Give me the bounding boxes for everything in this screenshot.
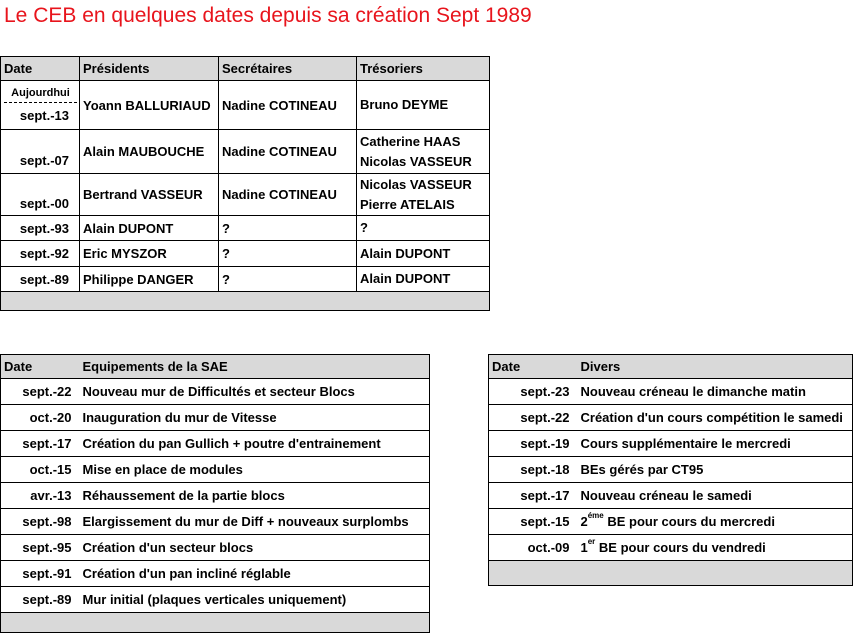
misc-text-cell xyxy=(578,431,853,457)
header-treasurers: Trésoriers xyxy=(357,57,490,81)
officer-date-cell xyxy=(1,130,80,174)
misc-text: Création d'un cours compétition le samedi xyxy=(580,410,843,425)
misc-date: sept.-18 xyxy=(489,457,578,483)
equipment-text: Création d'un pan incliné réglable xyxy=(80,561,430,587)
equipment-date: sept.-17 xyxy=(1,431,80,457)
misc-text: BE pour cours du vendredi xyxy=(595,540,766,555)
treasurer-cell xyxy=(357,216,490,241)
header-presidents: Présidents xyxy=(80,57,219,81)
equipment-row xyxy=(1,509,430,535)
equipment-text: Inauguration du mur de Vitesse xyxy=(80,405,430,431)
president-cell: Philippe DANGER xyxy=(80,267,219,292)
treasurer-cell xyxy=(357,241,490,267)
misc-text-cell xyxy=(578,405,853,431)
misc-row xyxy=(489,431,853,457)
treasurer-name: Alain DUPONT xyxy=(360,271,451,286)
equipment-date: oct.-15 xyxy=(1,457,80,483)
president-cell: Yoann BALLURIAUD xyxy=(80,81,219,130)
treasurer-cell xyxy=(357,267,490,292)
today-label: Aujourdhui xyxy=(4,87,77,103)
header-date: Date xyxy=(489,355,578,379)
officer-date: sept.-13 xyxy=(19,108,69,123)
treasurer-cell xyxy=(357,81,490,130)
misc-header-row xyxy=(489,355,853,379)
misc-row xyxy=(489,535,853,561)
equipment-row xyxy=(1,405,430,431)
secretary-cell: ? xyxy=(219,241,357,267)
officer-date: sept.-93 xyxy=(19,220,69,236)
misc-text-cell xyxy=(578,457,853,483)
officers-row xyxy=(1,267,490,292)
officer-date-cell xyxy=(1,81,80,130)
officer-date-cell xyxy=(1,267,80,292)
ordinal-number: 2 xyxy=(580,514,588,529)
misc-row xyxy=(489,457,853,483)
equipment-text: Réhaussement de la partie blocs xyxy=(80,483,430,509)
misc-text: Nouveau créneau le dimanche matin xyxy=(580,384,806,399)
header-date: Date xyxy=(1,355,80,379)
misc-date: sept.-22 xyxy=(489,405,578,431)
secretary-cell: ? xyxy=(219,267,357,292)
officers-row xyxy=(1,241,490,267)
president-cell: Eric MYSZOR xyxy=(80,241,219,267)
equipment-date: sept.-89 xyxy=(1,587,80,613)
officer-date: sept.-07 xyxy=(19,153,69,168)
misc-text: BE pour cours du mercredi xyxy=(603,514,775,529)
officers-table xyxy=(0,56,490,311)
equipment-text: Nouveau mur de Difficultés et secteur Blocs xyxy=(80,379,430,405)
header-secretaries: Secrétaires xyxy=(219,57,357,81)
equipment-row xyxy=(1,561,430,587)
misc-row xyxy=(489,483,853,509)
equipment-date: sept.-91 xyxy=(1,561,80,587)
equipment-header-row xyxy=(1,355,430,379)
misc-footer-row xyxy=(489,561,853,586)
misc-date: sept.-15 xyxy=(489,509,578,535)
secretary-cell: Nadine COTINEAU xyxy=(219,81,357,130)
treasurer-name: Nicolas VASSEUR xyxy=(360,176,472,192)
officer-date: sept.-00 xyxy=(19,196,69,211)
header-equipment: Equipements de la SAE xyxy=(80,355,430,379)
equipment-date: sept.-95 xyxy=(1,535,80,561)
misc-text: Cours supplémentaire le mercredi xyxy=(580,436,791,451)
officers-footer-row xyxy=(1,292,490,311)
header-date: Date xyxy=(1,57,80,81)
officers-row xyxy=(1,216,490,241)
officer-date-cell xyxy=(1,241,80,267)
equipment-text: Elargissement du mur de Diff + nouveaux surplombs xyxy=(80,509,430,535)
equipment-text: Création d'un secteur blocs xyxy=(80,535,430,561)
officer-date-cell xyxy=(1,216,80,241)
equipment-row xyxy=(1,457,430,483)
misc-text-cell xyxy=(578,483,853,509)
treasurer-cell xyxy=(357,130,490,174)
secretary-cell: Nadine COTINEAU xyxy=(219,130,357,174)
misc-date: sept.-17 xyxy=(489,483,578,509)
page-title: Le CEB en quelques dates depuis sa création Sept 1989 xyxy=(4,4,532,27)
misc-date: sept.-23 xyxy=(489,379,578,405)
misc-row xyxy=(489,405,853,431)
treasurer-name: Bruno DEYME xyxy=(360,97,449,112)
ordinal-suffix: er xyxy=(587,537,596,546)
misc-row xyxy=(489,509,853,535)
president-cell: Alain MAUBOUCHE xyxy=(80,130,219,174)
equipment-text: Mise en place de modules xyxy=(80,457,430,483)
officer-date: sept.-92 xyxy=(19,246,69,261)
equipment-text: Mur initial (plaques verticales uniquement) xyxy=(80,587,430,613)
treasurer-name: ? xyxy=(360,220,368,235)
president-cell: Alain DUPONT xyxy=(80,216,219,241)
treasurer-name: Alain DUPONT xyxy=(360,245,451,261)
equipment-row xyxy=(1,483,430,509)
officers-row xyxy=(1,81,490,130)
equipment-row xyxy=(1,587,430,613)
equipment-row xyxy=(1,535,430,561)
officer-date-cell xyxy=(1,174,80,216)
equipment-date: sept.-22 xyxy=(1,379,80,405)
equipment-date: avr.-13 xyxy=(1,483,80,509)
officers-row xyxy=(1,174,490,216)
misc-date: sept.-19 xyxy=(489,431,578,457)
ordinal-suffix: éme xyxy=(587,511,604,520)
treasurer-cell xyxy=(357,174,490,216)
misc-text: Nouveau créneau le samedi xyxy=(580,488,752,503)
equipment-row xyxy=(1,431,430,457)
secretary-cell: Nadine COTINEAU xyxy=(219,174,357,216)
treasurer-name: Catherine HAAS xyxy=(360,133,461,149)
misc-text: BEs gérés par CT95 xyxy=(580,462,704,477)
equipment-text: Création du pan Gullich + poutre d'entrainement xyxy=(80,431,430,457)
misc-text-cell xyxy=(578,379,853,405)
equipment-row xyxy=(1,379,430,405)
officers-header-row xyxy=(1,57,490,81)
header-misc: Divers xyxy=(578,355,853,379)
misc-table xyxy=(488,354,853,586)
equipment-date: sept.-98 xyxy=(1,509,80,535)
equipment-date: oct.-20 xyxy=(1,405,80,431)
misc-date: oct.-09 xyxy=(489,535,578,561)
misc-text-cell xyxy=(578,535,853,561)
officer-date: sept.-89 xyxy=(19,271,69,287)
treasurer-name: Nicolas VASSEUR xyxy=(360,153,472,169)
equipment-table xyxy=(0,354,430,633)
president-cell: Bertrand VASSEUR xyxy=(80,174,219,216)
misc-row xyxy=(489,379,853,405)
misc-text-cell xyxy=(578,509,853,535)
ordinal-number: 1 xyxy=(580,540,588,555)
officers-row xyxy=(1,130,490,174)
secretary-cell: ? xyxy=(219,216,357,241)
treasurer-name: Pierre ATELAIS xyxy=(360,196,455,212)
